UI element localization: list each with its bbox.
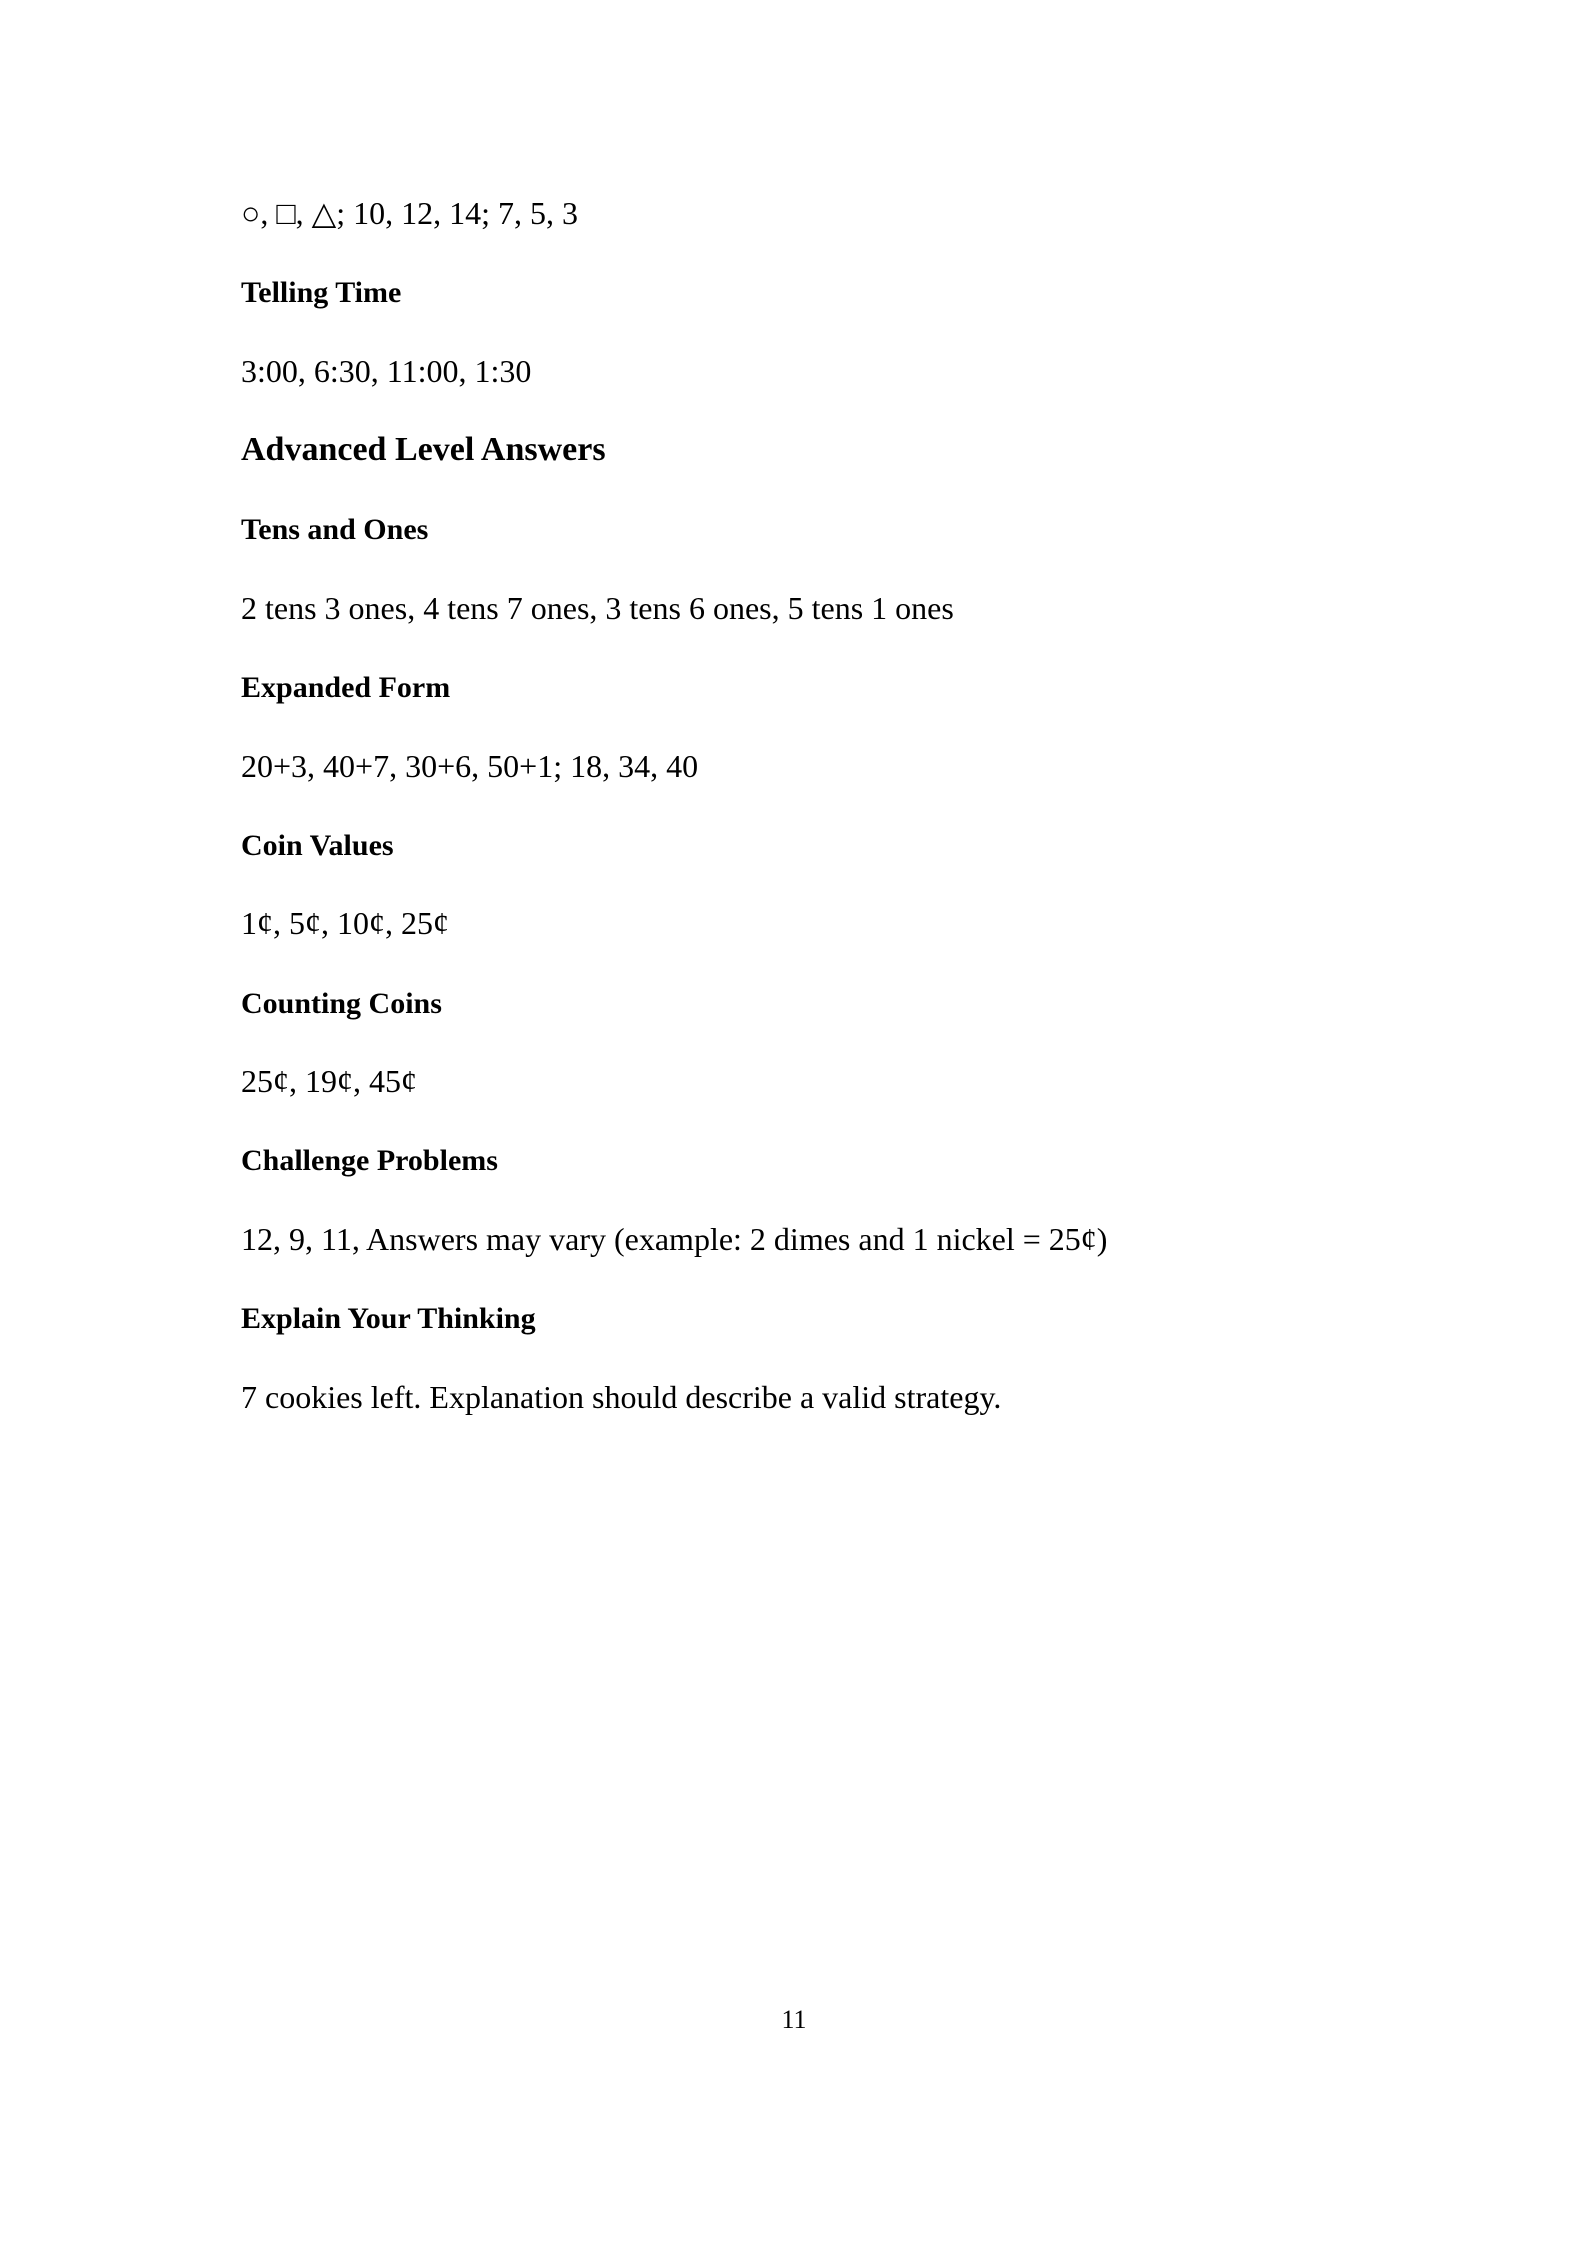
- expanded-form-answers: 20+3, 40+7, 30+6, 50+1; 18, 34, 40: [241, 748, 699, 784]
- counting-coins-answers: 25¢, 19¢, 45¢: [241, 1063, 417, 1099]
- coin-values-heading: Coin Values: [241, 829, 394, 862]
- tens-and-ones-answers: 2 tens 3 ones, 4 tens 7 ones, 3 tens 6 ones, 5 tens 1 ones: [241, 590, 954, 626]
- coin-values-answers: 1¢, 5¢, 10¢, 25¢: [241, 905, 449, 941]
- challenge-problems-answers: 12, 9, 11, Answers may vary (example: 2 dimes and 1 nickel = 25¢): [241, 1221, 1108, 1257]
- telling-time-answers: 3:00, 6:30, 11:00, 1:30: [241, 353, 532, 389]
- page-number: 11: [781, 2005, 807, 2034]
- challenge-problems-heading: Challenge Problems: [241, 1144, 498, 1177]
- explain-your-thinking-answers: 7 cookies left. Explanation should describe a valid strategy.: [241, 1379, 1002, 1415]
- shapes-and-patterns-answers: ○, □, △; 10, 12, 14; 7, 5, 3: [241, 195, 579, 231]
- explain-your-thinking-heading: Explain Your Thinking: [241, 1302, 536, 1335]
- counting-coins-heading: Counting Coins: [241, 987, 442, 1020]
- expanded-form-heading: Expanded Form: [241, 671, 451, 704]
- telling-time-heading: Telling Time: [241, 276, 402, 309]
- advanced-level-answers-heading: Advanced Level Answers: [241, 431, 606, 468]
- tens-and-ones-heading: Tens and Ones: [241, 513, 429, 546]
